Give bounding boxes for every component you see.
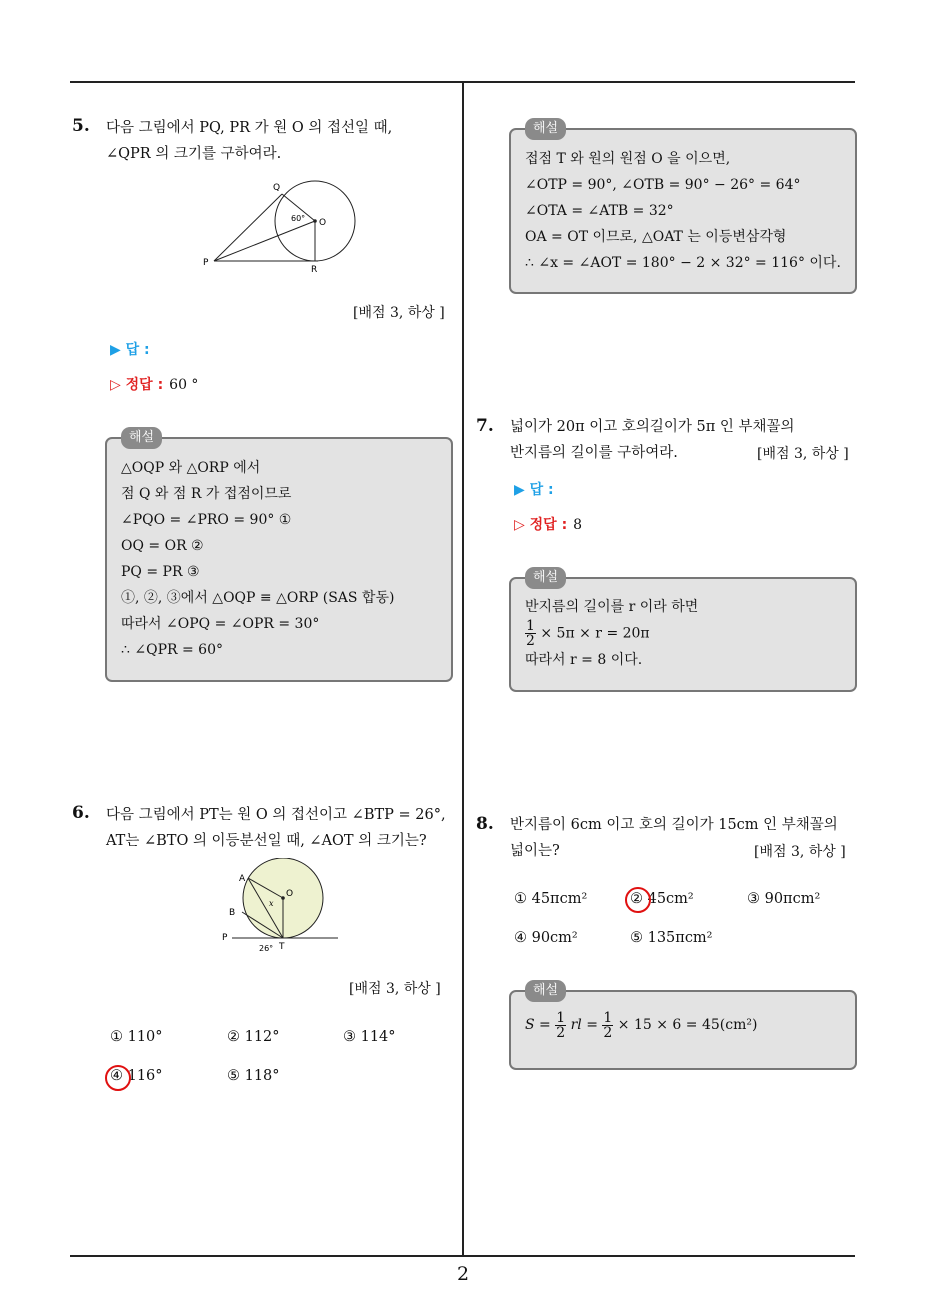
- q6-number: 6.: [72, 803, 90, 823]
- q7-eq-text: × 5π × r = 20π: [540, 625, 650, 642]
- q8-line2: 넓이는?: [510, 843, 560, 859]
- q8-choice-4[interactable]: ④ 90cm²: [514, 930, 578, 946]
- q6-text: [106, 802, 446, 854]
- q7-number: 7.: [476, 416, 494, 436]
- q6-choice-3[interactable]: ③ 114°: [343, 1029, 396, 1045]
- q7-explain-line3: 따라서 r = 8 이다.: [525, 652, 643, 668]
- q7-text: [510, 414, 795, 466]
- q5-explain-line: PQ = PR ③: [121, 564, 200, 580]
- q5-explanation-box: [105, 430, 453, 682]
- q8-frac2-den: 2: [603, 1024, 613, 1041]
- q8-frac2-num: 1: [603, 1009, 613, 1026]
- q6-choice-5[interactable]: ⑤ 118°: [227, 1068, 280, 1084]
- q7-correct: [514, 514, 582, 534]
- q6-choice-4[interactable]: ④ 116°: [110, 1068, 163, 1084]
- q5-label-o: O: [319, 218, 327, 228]
- q7-frac-num: 1: [526, 618, 535, 634]
- q5-line1: 다음 그림에서 PQ, PR 가 원 O 의 접선일 때,: [106, 120, 393, 136]
- q7-meta: [배점 3, 하상 ]: [757, 446, 849, 462]
- q6-label-angle: 26°: [259, 944, 274, 953]
- q5-correct-label: ▷ 정답 :: [110, 377, 164, 393]
- q5-correct: [110, 374, 198, 394]
- q6-explain-line: ∠OTP = 90°, ∠OTB = 90° − 26° = 64°: [525, 177, 801, 193]
- q5-explain-line: 점 Q 와 점 R 가 접점이므로: [121, 486, 292, 502]
- q7-answer-label: ▶ 답 :: [514, 482, 554, 498]
- q8-choice-5[interactable]: ⑤ 135πcm²: [630, 930, 713, 946]
- q8-eq-mid: rl =: [570, 1017, 598, 1033]
- q8-explain-equation: [525, 1010, 841, 1040]
- q7-correct-value: 8: [573, 517, 583, 533]
- column-divider: [462, 83, 464, 1256]
- q7-explain-line1: 반지름의 길이를 r 이라 하면: [525, 599, 699, 615]
- q7-line1: 넓이가 20π 이고 호의길이가 5π 인 부채꼴의: [510, 419, 795, 435]
- q6-explanation-box: [509, 121, 857, 294]
- q5-explain-line: ∠PQO = ∠PRO = 90° ①: [121, 512, 292, 528]
- q6-line2: AT는 ∠BTO 의 이등분선일 때, ∠AOT 의 크기는?: [106, 833, 427, 849]
- q6-explain-tag: 해설: [525, 118, 566, 140]
- q6-label-a: A: [239, 874, 246, 884]
- q6-explain-line: OA = OT 이므로, △OAT 는 이등변삼각형: [525, 229, 787, 245]
- q8-choice-3[interactable]: ③ 90πcm²: [747, 891, 821, 907]
- q7-correct-label: ▷ 정답 :: [514, 517, 568, 533]
- q5-correct-value: 60 °: [169, 377, 199, 393]
- q7-explanation-box: [509, 570, 857, 692]
- q5-explain-line: △OQP 와 △ORP 에서: [121, 460, 261, 476]
- q8-fraction-1: [555, 1011, 566, 1040]
- q5-explain-line: ①, ②, ③에서 △OQP ≡ △ORP (SAS 합동): [121, 590, 395, 606]
- q8-frac1-den: 2: [556, 1024, 566, 1041]
- q5-number: 5.: [72, 116, 90, 136]
- q5-label-angle: 60°: [291, 214, 306, 223]
- q5-label-r: R: [311, 265, 318, 275]
- q6-meta: [배점 3, 하상 ]: [349, 981, 441, 997]
- q8-line1: 반지름이 6cm 이고 호의 길이가 15cm 인 부채꼴의: [510, 817, 838, 833]
- q5-meta: [배점 3, 하상 ]: [353, 305, 445, 321]
- q7-fraction: [525, 619, 536, 648]
- q6-explain-line: ∴ ∠x = ∠AOT = 180° − 2 × 32° = 116° 이다.: [525, 255, 841, 271]
- q5-explain-line: ∴ ∠QPR = 60°: [121, 642, 223, 658]
- q8-eq-s: S =: [525, 1017, 551, 1033]
- q6-explain-line: 접점 T 와 원의 원점 O 을 이으면,: [525, 151, 731, 167]
- q6-figure: [218, 858, 343, 958]
- q5-answer-label: ▶ 답 :: [110, 342, 150, 358]
- q8-explanation-box: [509, 983, 857, 1070]
- q5-text: [106, 115, 392, 167]
- q6-explain-line: ∠OTA = ∠ATB = 32°: [525, 203, 674, 219]
- q6-line1: 다음 그림에서 PT는 원 O 의 접선이고 ∠BTP = 26°,: [106, 807, 446, 823]
- q6-label-o: O: [286, 889, 294, 899]
- q7-frac-den: 2: [526, 633, 535, 649]
- q6-selected-mark: [105, 1065, 131, 1091]
- q5-explain-line: OQ = OR ②: [121, 538, 204, 554]
- q8-explain-tag: 해설: [525, 980, 566, 1002]
- q6-choice-2[interactable]: ② 112°: [227, 1029, 280, 1045]
- q6-choice-1[interactable]: ① 110°: [110, 1029, 163, 1045]
- bottom-rule: [70, 1255, 855, 1257]
- q6-label-x: x: [269, 899, 274, 908]
- q8-choice-1[interactable]: ① 45πcm²: [514, 891, 588, 907]
- q5-figure: [200, 178, 370, 278]
- q8-frac1-num: 1: [556, 1009, 566, 1026]
- q5-label-p: P: [203, 258, 209, 268]
- q8-eq-end: × 15 × 6 = 45(cm²): [617, 1017, 758, 1033]
- q8-choice-2[interactable]: ② 45cm²: [630, 891, 694, 907]
- q8-number: 8.: [476, 814, 494, 834]
- q8-meta: [배점 3, 하상 ]: [754, 844, 846, 860]
- q8-selected-mark: [625, 887, 651, 913]
- q5-explain-tag: 해설: [121, 427, 162, 449]
- q6-label-b: B: [229, 908, 236, 918]
- q7-line2: 반지름의 길이를 구하여라.: [510, 445, 678, 461]
- q8-fraction-2: [602, 1011, 613, 1040]
- q7-explain-equation: [525, 619, 841, 648]
- q6-label-t: T: [279, 942, 285, 952]
- q5-explain-line: 따라서 ∠OPQ = ∠OPR = 30°: [121, 616, 320, 632]
- q7-explain-tag: 해설: [525, 567, 566, 589]
- q6-label-p: P: [222, 933, 228, 943]
- page-number: 2: [456, 1263, 470, 1285]
- q5-label-q: Q: [273, 183, 281, 193]
- q5-line2: ∠QPR 의 크기를 구하여라.: [106, 146, 282, 162]
